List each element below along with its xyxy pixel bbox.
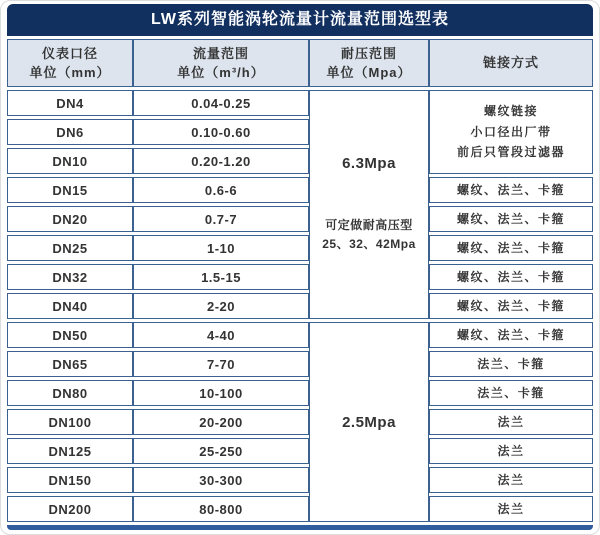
col-header-connection xyxy=(429,39,593,87)
flow-range-cell: 0.20-1.20 xyxy=(133,148,309,174)
diameter-cell: DN100 xyxy=(7,409,133,435)
flow-range-cell: 10-100 xyxy=(133,380,309,406)
pressure-cell-group1 xyxy=(309,90,429,319)
table-row xyxy=(7,351,593,377)
diameter-cell: DN80 xyxy=(7,380,133,406)
pressure-cell-group2 xyxy=(309,322,429,522)
pressure-note xyxy=(311,216,427,253)
connection-cell: 螺纹、法兰、卡箍 xyxy=(429,293,593,319)
flow-range-cell: 4-40 xyxy=(133,322,309,348)
diameter-cell: DN4 xyxy=(7,90,133,116)
diameter-cell: DN65 xyxy=(7,351,133,377)
flow-range-cell: 0.10-0.60 xyxy=(133,119,309,145)
header-unit: 单位（mm） xyxy=(29,65,111,80)
diameter-cell: DN150 xyxy=(7,467,133,493)
table-row xyxy=(7,467,593,493)
flow-range-cell: 80-800 xyxy=(133,496,309,522)
connection-cell: 螺纹、法兰、卡箍 xyxy=(429,177,593,203)
header-line: 链接方式 xyxy=(482,55,539,71)
connection-cell: 法兰 xyxy=(429,467,593,493)
table-row xyxy=(7,235,593,261)
flow-range-cell: 7-70 xyxy=(133,351,309,377)
connection-cell-small-bore xyxy=(429,90,593,174)
pressure-note-line: 25、32、42Mpa xyxy=(322,237,416,251)
table-row xyxy=(7,322,593,348)
col-header-flow-range xyxy=(133,39,309,87)
table-row xyxy=(7,90,593,116)
diameter-cell: DN40 xyxy=(7,293,133,319)
diameter-cell: DN20 xyxy=(7,206,133,232)
col-header-diameter xyxy=(7,39,133,87)
diameter-cell: DN200 xyxy=(7,496,133,522)
table-bottom-bar xyxy=(7,525,593,530)
header-unit: 单位（Mpa） xyxy=(326,65,412,80)
connection-cell: 螺纹、法兰、卡箍 xyxy=(429,322,593,348)
table-row xyxy=(7,206,593,232)
connection-note-line: 螺纹链接 xyxy=(483,104,538,119)
diameter-cell: DN6 xyxy=(7,119,133,145)
header-line: 耐压范围 xyxy=(340,45,397,61)
table-row xyxy=(7,409,593,435)
header-row xyxy=(7,39,593,87)
col-header-pressure xyxy=(309,39,429,87)
diameter-cell: DN32 xyxy=(7,264,133,290)
connection-cell: 螺纹、法兰、卡箍 xyxy=(429,235,593,261)
table-row xyxy=(7,496,593,522)
diameter-cell: DN50 xyxy=(7,322,133,348)
connection-cell: 螺纹、法兰、卡箍 xyxy=(429,264,593,290)
pressure-value: 6.3Mpa xyxy=(342,155,396,173)
flow-range-cell: 2-20 xyxy=(133,293,309,319)
diameter-cell: DN25 xyxy=(7,235,133,261)
diameter-cell: DN15 xyxy=(7,177,133,203)
connection-cell: 法兰、卡箍 xyxy=(429,351,593,377)
table-row xyxy=(7,264,593,290)
pressure-note-line: 可定做耐高压型 xyxy=(325,218,413,233)
connection-cell: 法兰、卡箍 xyxy=(429,380,593,406)
flow-range-cell: 1-10 xyxy=(133,235,309,261)
pressure-value: 2.5Mpa xyxy=(342,413,396,431)
table-row xyxy=(7,438,593,464)
table-row xyxy=(7,177,593,203)
connection-note-line: 前后只管段过滤器 xyxy=(456,145,565,160)
connection-note-line: 小口径出厂带 xyxy=(470,124,552,139)
flow-range-cell: 0.6-6 xyxy=(133,177,309,203)
connection-cell: 法兰 xyxy=(429,409,593,435)
table-title: LW系列智能涡轮流量计流量范围选型表 xyxy=(7,4,593,36)
flow-range-table xyxy=(7,36,593,525)
flow-range-cell: 30-300 xyxy=(133,467,309,493)
table-row xyxy=(7,380,593,406)
header-line: 流量范围 xyxy=(192,45,249,61)
diameter-cell: DN125 xyxy=(7,438,133,464)
flow-range-cell: 25-250 xyxy=(133,438,309,464)
flow-range-cell: 20-200 xyxy=(133,409,309,435)
connection-cell: 法兰 xyxy=(429,438,593,464)
table-row xyxy=(7,293,593,319)
flow-range-cell: 0.04-0.25 xyxy=(133,90,309,116)
connection-cell: 法兰 xyxy=(429,496,593,522)
flow-range-cell: 1.5-15 xyxy=(133,264,309,290)
flow-range-cell: 0.7-7 xyxy=(133,206,309,232)
header-line: 仪表口径 xyxy=(41,45,98,61)
connection-cell: 螺纹、法兰、卡箍 xyxy=(429,206,593,232)
header-unit: 单位（m³/h） xyxy=(177,65,265,80)
diameter-cell: DN10 xyxy=(7,148,133,174)
